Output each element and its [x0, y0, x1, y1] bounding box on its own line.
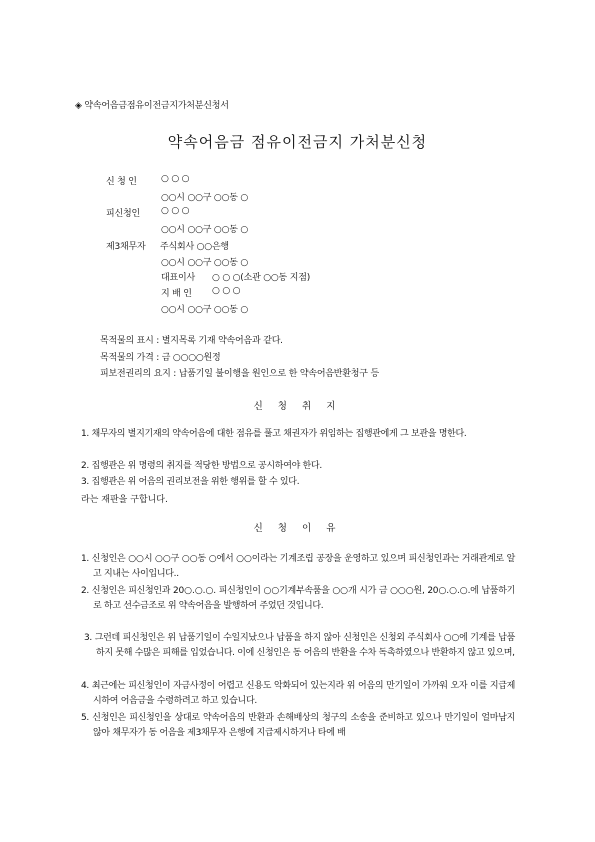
purpose-item: 2. 집행관은 위 명령의 취지를 적당한 방법으로 공시하여야 한다.	[81, 461, 322, 471]
document-title: 약속어음금 점유이전금지 가처분신청	[167, 133, 428, 151]
manager-name: ○ ○ ○	[212, 286, 241, 296]
object-display: 목적물의 표시 : 별지목록 기재 약속어음과 같다.	[100, 336, 283, 346]
closing-text: 라는 재판을 구합니다.	[81, 495, 168, 505]
third-debtor-address: ○○시 ○○구 ○○동 ○	[161, 258, 249, 268]
respondent-address: ○○시 ○○구 ○○동 ○	[161, 225, 249, 235]
manager-label: 지 배 인	[161, 289, 192, 299]
ceo-name: ○ ○ ○(소관 ○○동 지점)	[212, 273, 311, 283]
purpose-item: 1. 채무자의 별지기재의 약속어음에 대한 점유를 풀고 채권자가 위임하는 집행관에게 그 보관을 명한다.	[81, 429, 467, 439]
document-label: ◈ 약속어음금점유이전금지가처분신청서	[75, 101, 229, 111]
protected-right: 피보전권리의 요지 : 납품기일 불이행을 원인으로 한 약속어음반환청구 등	[100, 369, 379, 379]
reason-item: 4. 최근에는 피신청인이 자금사정이 어렵고 신용도 악화되어 있는지라 위 어음의 만기일이 가까워 오자 이를 지급제시하여 어음금을 수령하려고 하고 있습니다.	[81, 681, 515, 706]
reason-item: 2. 신청인은 피신청인과 20○.○.○. 피신청인이 ○○기계부속품을 ○○개 시가 금 ○○○원, 20○.○.○.에 납품하기로 하고 선수금조로 위 약속어음을 발행하여 주었던 것입니다.	[81, 586, 515, 611]
third-debtor-name: 주식회사 ○○은행	[160, 242, 229, 252]
third-debtor-label: 제3채무자	[106, 242, 146, 252]
reason-item: 3. 그런데 피신청인은 위 납품기일이 수일지났으나 납품을 하지 않아 신청인은 신청외 주식회사 ○○에 기계를 납품하지 못해 수많은 피해를 입었습니다. 이에 신청인은 동 어음의 반환을 수차 독촉하였으나 반환하지 않고 있으며,	[84, 633, 515, 658]
purpose-item: 3. 집행관은 위 어음의 권리보전을 위한 행위를 할 수 있다.	[81, 477, 300, 487]
object-value: 목적물의 가격 : 금 ○○○○원정	[100, 353, 221, 363]
respondent-name: ○ ○ ○	[161, 206, 190, 216]
ceo-label: 대표이사	[161, 273, 195, 283]
applicant-address: ○○시 ○○구 ○○동 ○	[161, 193, 249, 203]
reason-item: 5. 신청인은 피신청인을 상대로 약속어음의 반환과 손해배상의 청구의 소송을 준비하고 있으나 만기일이 얼마남지 않아 채무자가 동 어음을 제3채무자 은행에 지급제시하거나 타에 배	[81, 713, 515, 738]
manager-address: ○○시 ○○구 ○○동 ○	[161, 305, 249, 315]
reason-heading: 신 청 이 유	[253, 523, 342, 534]
applicant-label: 신 청 인	[106, 177, 137, 187]
applicant-name: ○ ○ ○	[161, 174, 190, 184]
purpose-heading: 신 청 취 지	[253, 401, 342, 412]
respondent-label: 피신청인	[106, 209, 140, 219]
reason-item: 1. 신청인은 ○○시 ○○구 ○○동 ○에서 ○○이라는 기계조립 공장을 운영하고 있으며 피신청인과는 거래관계로 알고 지내는 사이입니다..	[81, 554, 515, 579]
